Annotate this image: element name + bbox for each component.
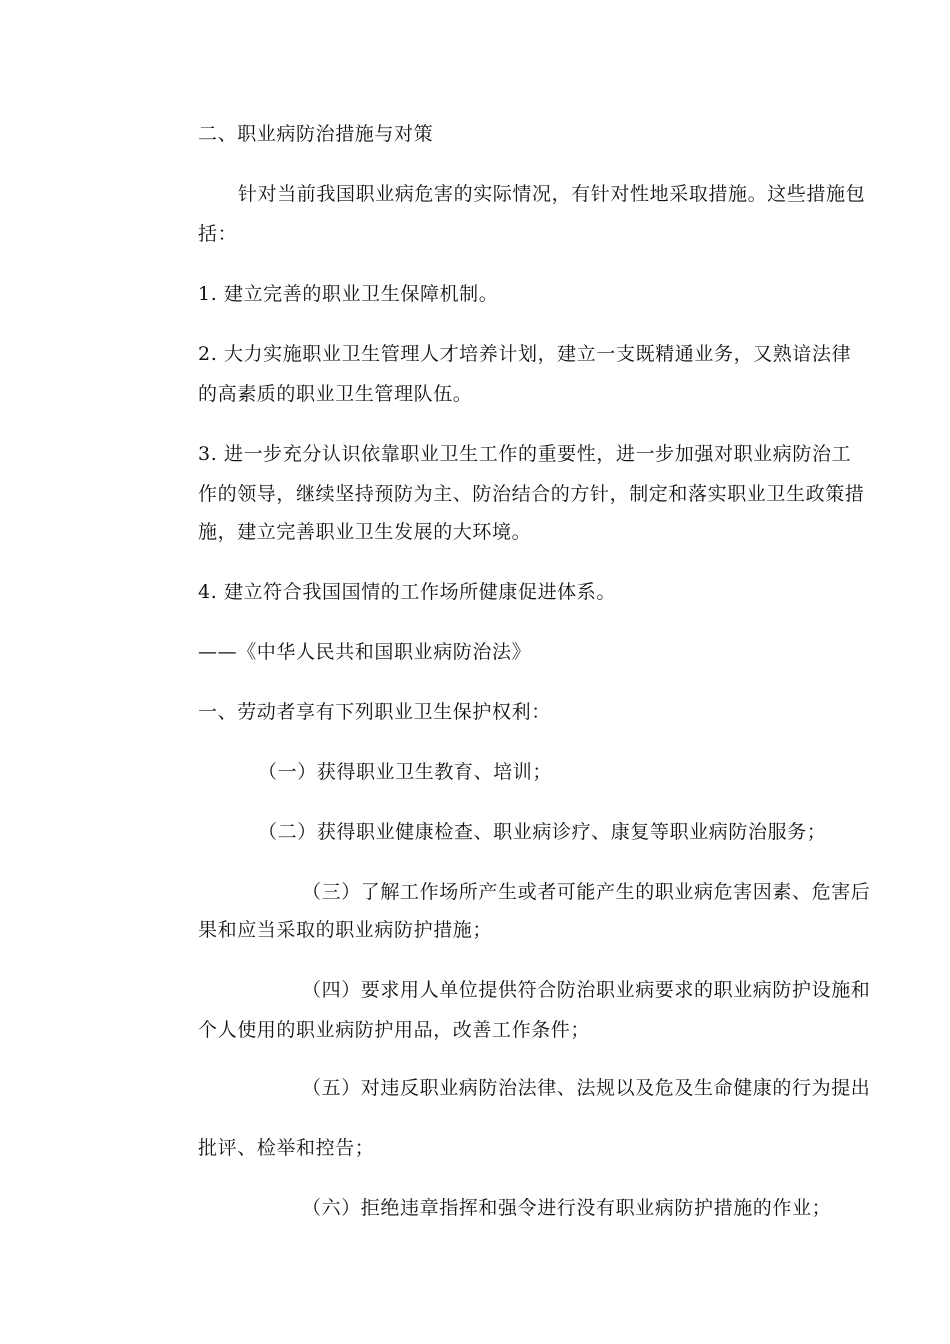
measure-item-2-line1: 2. 大力实施职业卫生管理人才培养计划，建立一支既精通业务，又熟谙法律 bbox=[198, 343, 852, 365]
right-item-1: （一）获得职业卫生教育、培训； bbox=[258, 761, 553, 783]
measure-item-3-line3: 施，建立完善职业卫生发展的大环境。 bbox=[198, 521, 532, 543]
intro-paragraph-line1: 针对当前我国职业病危害的实际情况，有针对性地采取措施。这些措施包 bbox=[238, 183, 866, 205]
right-item-4-line2: 个人使用的职业病防护用品，改善工作条件； bbox=[198, 1019, 591, 1041]
right-item-5-line2: 批评、检举和控告； bbox=[198, 1137, 375, 1159]
right-item-6: （六）拒绝违章指挥和强令进行没有职业病防护措施的作业； bbox=[302, 1197, 832, 1219]
measure-item-3-line1: 3. 进一步充分认识依靠职业卫生工作的重要性，进一步加强对职业病防治工 bbox=[198, 443, 852, 465]
right-item-2: （二）获得职业健康检查、职业病诊疗、康复等职业病防治服务； bbox=[258, 821, 827, 843]
section-heading-rights: 一、劳动者享有下列职业卫生保护权利： bbox=[198, 701, 551, 723]
right-item-3-line1: （三）了解工作场所产生或者可能产生的职业病危害因素、危害后 bbox=[302, 881, 871, 903]
section-heading-measures: 二、职业病防治措施与对策 bbox=[198, 123, 434, 145]
right-item-3-line2: 果和应当采取的职业病防护措施； bbox=[198, 919, 493, 941]
measure-item-4: 4. 建立符合我国国情的工作场所健康促进体系。 bbox=[198, 581, 616, 603]
measure-item-3-line2: 作的领导，继续坚持预防为主、防治结合的方针，制定和落实职业卫生政策措 bbox=[198, 483, 865, 505]
measure-item-1: 1. 建立完善的职业卫生保障机制。 bbox=[198, 283, 499, 305]
law-reference: ——《中华人民共和国职业病防治法》 bbox=[198, 641, 532, 663]
intro-paragraph-line2: 括： bbox=[198, 223, 238, 245]
right-item-4-line1: （四）要求用人单位提供符合防治职业病要求的职业病防护设施和 bbox=[302, 979, 871, 1001]
measure-item-2-line2: 的高素质的职业卫生管理队伍。 bbox=[198, 383, 473, 405]
right-item-5-line1: （五）对违反职业病防治法律、法规以及危及生命健康的行为提出 bbox=[302, 1077, 871, 1099]
